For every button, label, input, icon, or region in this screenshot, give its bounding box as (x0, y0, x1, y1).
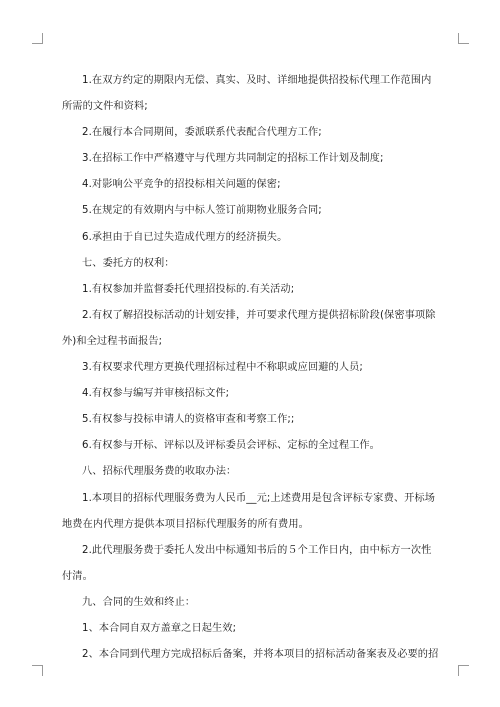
paragraph: 1.在双方约定的期限内无偿、真实、及时、详细地提供招投标代理工作范围内所需的文件和资料; (62, 75, 432, 113)
section-heading: 八、招标代理服务费的收取办法： (82, 466, 237, 478)
paragraph: 1、本合同自双方盖章之日起生效; (82, 622, 237, 634)
paragraph: 2、本合同到代理方完成招标后备案，并将本项目的招标活动备案表及必要的招 (82, 649, 439, 661)
document-body (62, 68, 440, 668)
paragraph: 2.有权了解招投标活动的计划安排，并可要求代理方提供招标阶段(保密事项除外)和全过程书面报告; (62, 309, 436, 347)
paragraph: 5.有权参与投标申请人的资格审查和考察工作;; (82, 414, 295, 426)
paragraph: 1.本项目的招标代理服务费为人民币__元;上述费用是包含评标专家费、开标场地费在内代理方提供本项目招标代理服务的所有费用。 (62, 492, 436, 530)
paragraph: 2.此代理服务费于委托人发出中标通知书后的５个工作日内，由中标方一次性付清。 (62, 544, 432, 582)
paragraph: 3.有权要求代理方更换代理招标过程中不称职或应回避的人员; (82, 362, 363, 374)
paragraph: 4.对影响公平竞争的招投标相关问题的保密; (82, 179, 281, 191)
paragraph: 6.有权参与开标、评标以及评标委员会评标、定标的全过程工作。 (82, 440, 380, 452)
paragraph: 3.在招标工作中严格遵守与代理方共同制定的招标工作计划及制度; (82, 153, 384, 165)
section-heading: 七、委托方的权利： (82, 257, 175, 269)
crop-mark-top-left (32, 33, 43, 44)
paragraph: 1.有权参加并监督委托代理招投标的.有关活动; (82, 283, 295, 295)
paragraph: 5.在规定的有效期内与中标人签订前期物业服务合同; (82, 205, 322, 217)
section-heading: 九、合同的生效和终止： (82, 596, 196, 608)
paragraph: 6.承担由于自已过失造成代理方的经济损失。 (82, 231, 288, 243)
crop-mark-bottom-left (32, 665, 43, 676)
crop-mark-top-right (458, 33, 469, 44)
crop-mark-bottom-right (458, 665, 469, 676)
paragraph: 2.在履行本合同期间，委派联系代表配合代理方工作; (82, 127, 322, 139)
paragraph: 4.有权参与编写并审核招标文件; (82, 388, 230, 400)
